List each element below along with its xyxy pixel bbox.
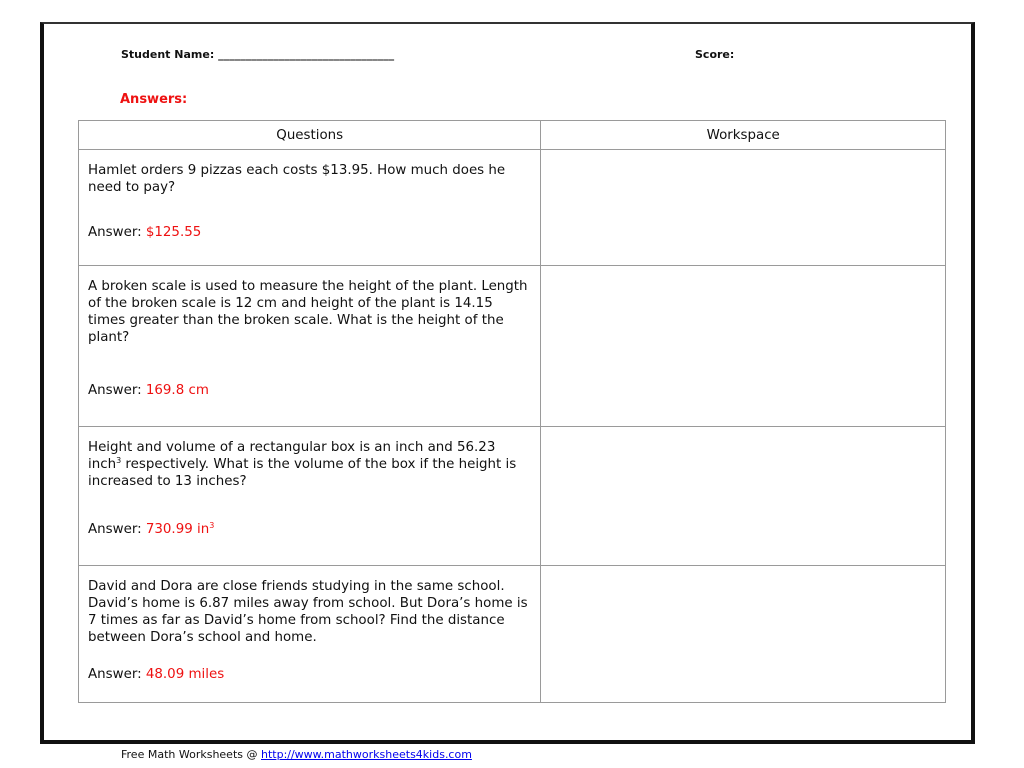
footer-link[interactable]: http://www.mathworksheets4kids.com — [260, 748, 472, 761]
question-text: Height and volume of a rectangular box is an inch and 56.23 inch$^3$ respectively. What is the volume of the box if the height is increased to 13 inches? — [88, 440, 517, 489]
workspace-cell[interactable] — [541, 427, 946, 566]
footer-text: Free Math Worksheets @ — [121, 748, 261, 761]
answer-label: Answer: — [88, 522, 142, 537]
table-row — [79, 150, 946, 266]
question-cell — [79, 266, 541, 427]
workspace-cell[interactable] — [541, 266, 946, 427]
table-row — [79, 566, 946, 703]
answer-value: 48.09 miles — [145, 667, 225, 682]
answer-value: 169.8 cm — [145, 383, 209, 398]
column-header-questions: Questions — [79, 121, 541, 150]
question-text: A broken scale is used to measure the height of the plant. Length of the broken scale is 12 cm and height of the plant is 14.15 times greater than the broken scale. What is the height of the plant? — [88, 279, 528, 345]
answer-line — [88, 224, 201, 241]
question-cell — [79, 150, 541, 266]
answer-line — [88, 382, 209, 399]
answer-value: 730.99 $in^3$ — [145, 521, 215, 537]
answers-heading: Answers: — [120, 92, 188, 107]
question-text: David and Dora are close friends studying in the same school. David’s home is 6.87 miles away from school. But Dora’s home is 7 times as far as David’s home from school? Find the distance between Dora’s school and home. — [88, 579, 528, 645]
table-row — [79, 266, 946, 427]
column-header-workspace: Workspace — [541, 121, 946, 150]
answer-superscript: 3 — [209, 521, 215, 530]
workspace-cell[interactable] — [541, 566, 946, 703]
question-superscript: 3 — [116, 456, 122, 465]
question-cell — [79, 566, 541, 703]
workspace-cell[interactable] — [541, 150, 946, 266]
question-cell — [79, 427, 541, 566]
answer-label: Answer: — [88, 383, 142, 398]
table-header-row — [79, 121, 946, 150]
answer-label: Answer: — [88, 667, 142, 682]
worksheet-table — [78, 120, 946, 703]
student-name-label: Student Name: — [121, 48, 215, 61]
answer-line — [88, 666, 224, 683]
answer-value: $125.55 — [145, 225, 202, 240]
table-row — [79, 427, 946, 566]
student-name-line — [121, 48, 394, 61]
answer-label: Answer: — [88, 225, 142, 240]
footer — [121, 748, 472, 761]
answer-line — [88, 521, 214, 538]
question-text: Hamlet orders 9 pizzas each costs $13.95. How much does he need to pay? — [88, 163, 506, 195]
score-label: Score: — [695, 48, 735, 61]
student-name-blank: ________________________________ — [218, 48, 395, 61]
